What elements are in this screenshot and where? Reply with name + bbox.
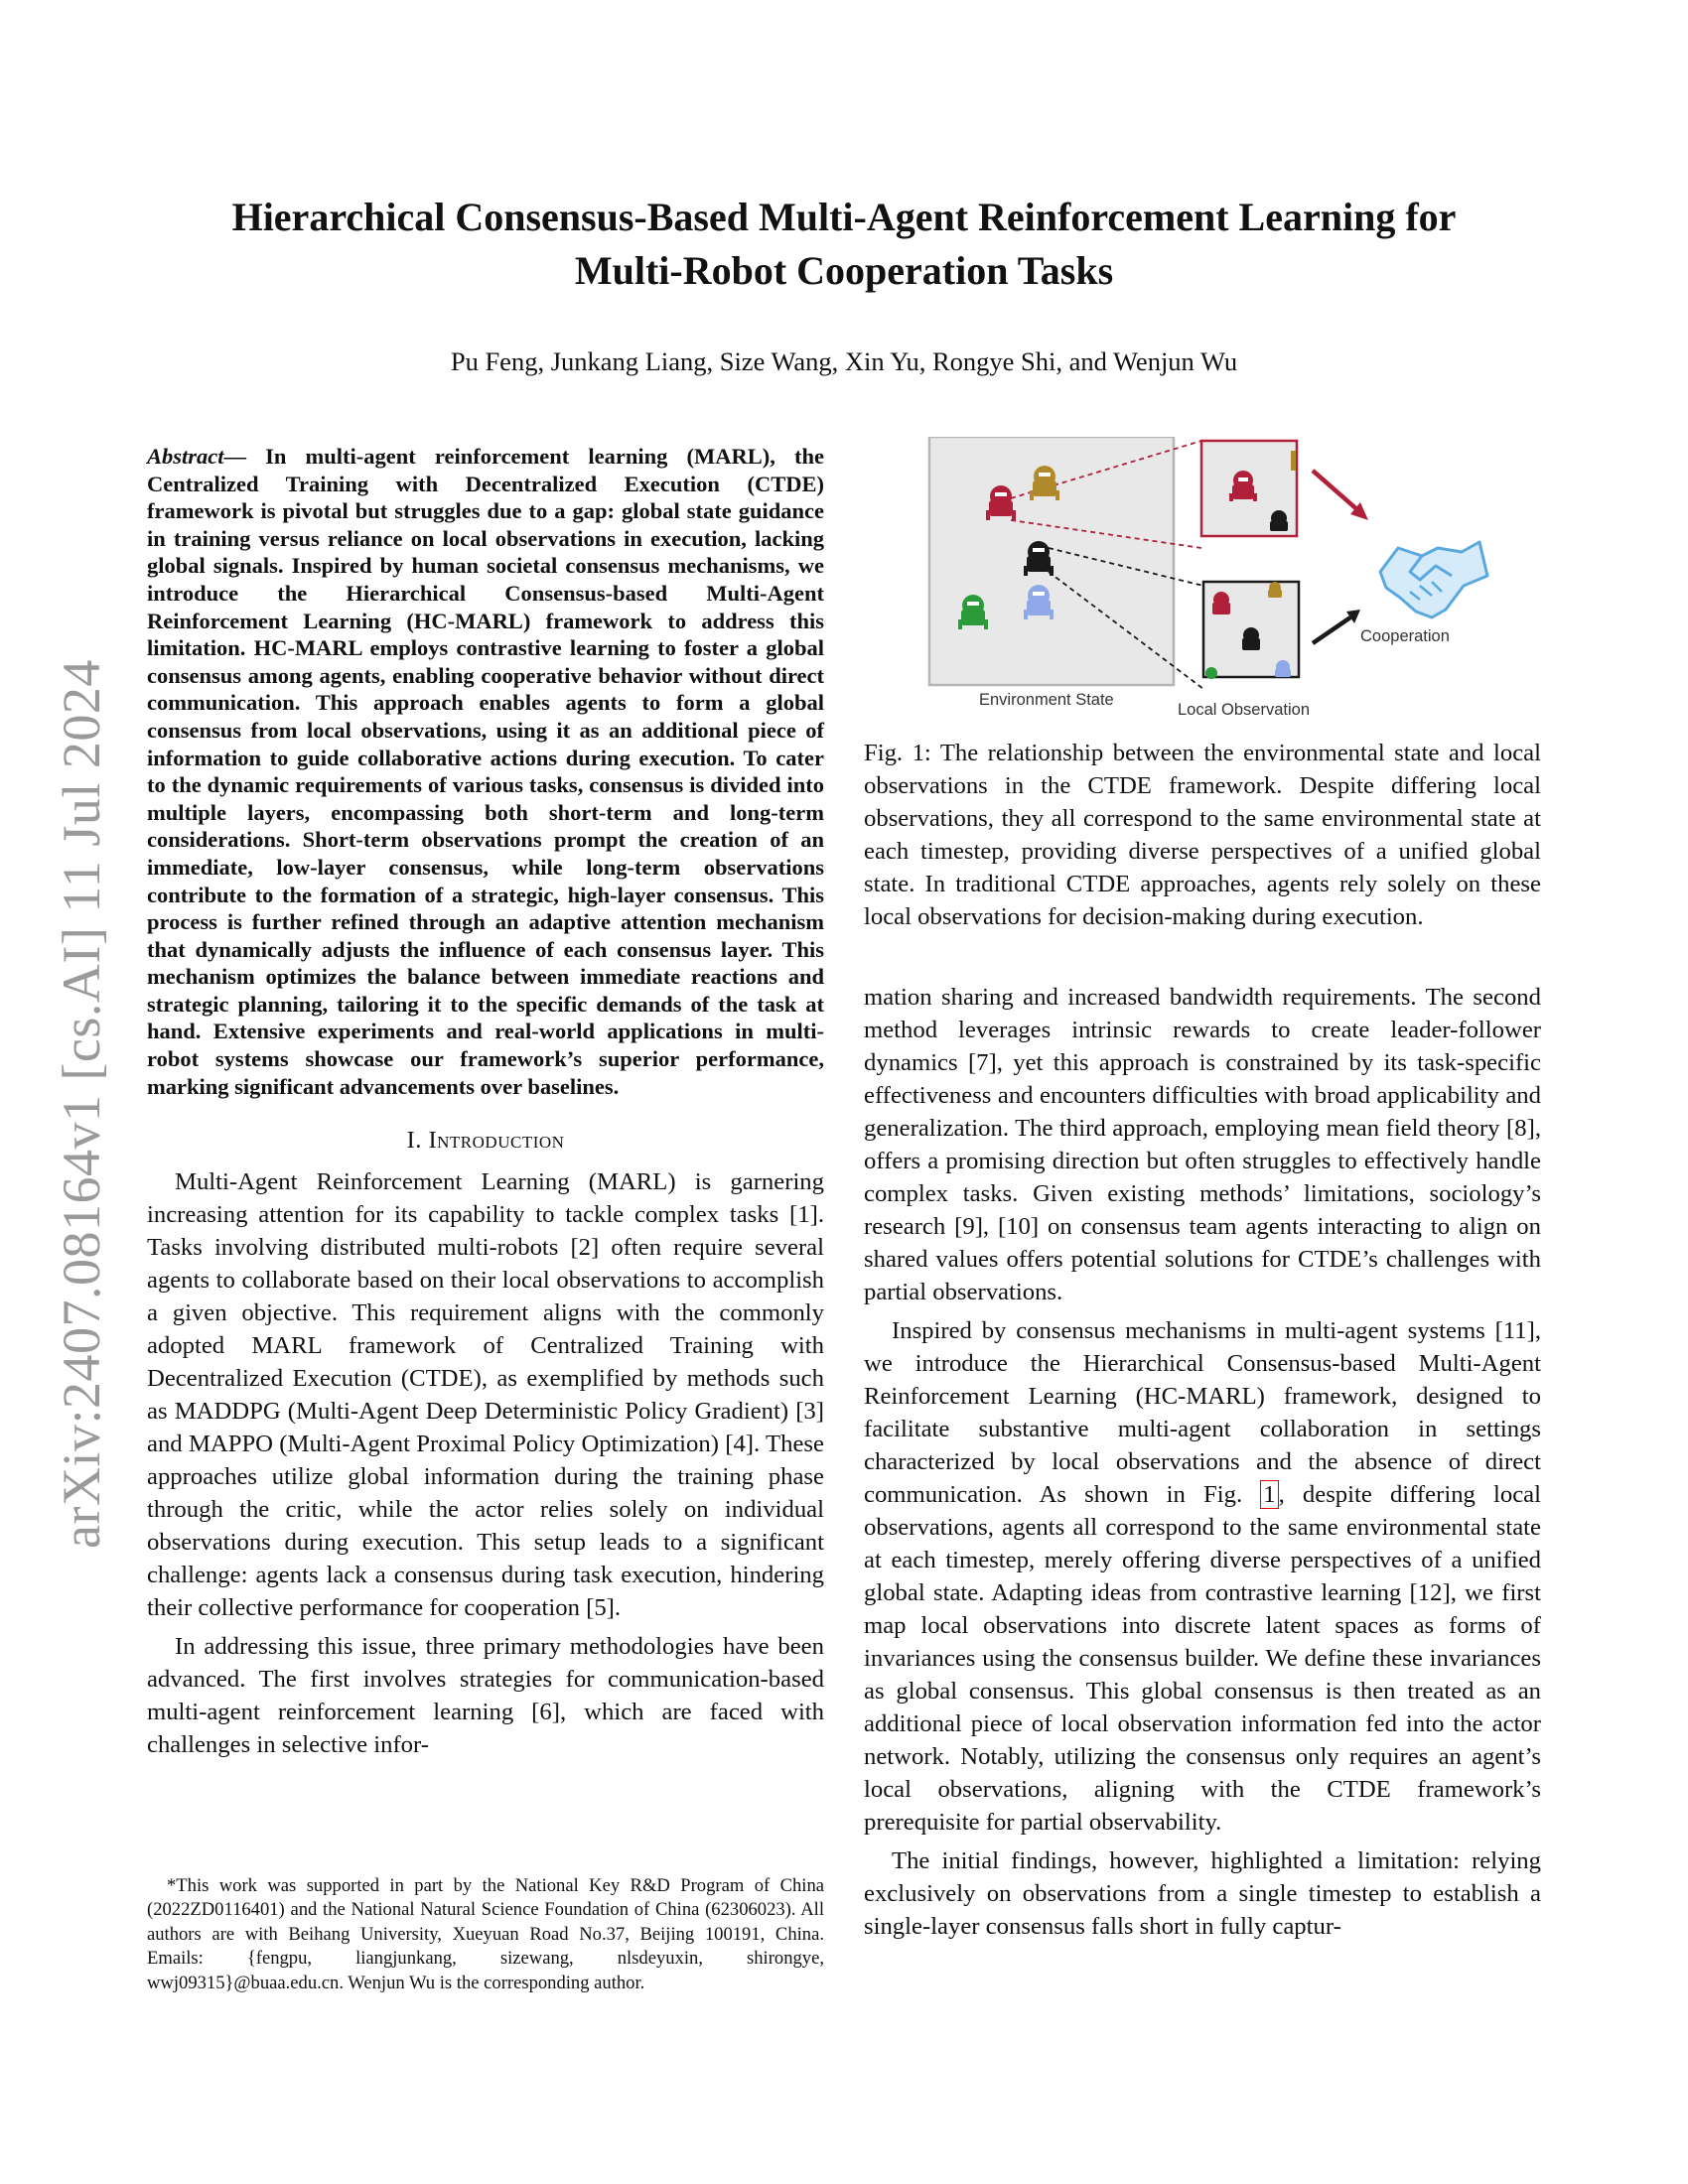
robot-gold-partial-icon [1291,451,1296,471]
paper-title [99,191,1589,298]
arrow-red-icon [1313,471,1368,520]
arxiv-stamp-wrapper [52,606,111,1549]
author-list: Pu Feng, Junkang Liang, Size Wang, Xin Yu, Rongye Shi, and Wenjun Wu [450,346,1238,376]
footnote [147,1874,824,1995]
arrow-black-icon [1313,610,1360,643]
intro-paragraph-2: In addressing this issue, three primary methodologies have been advanced. The first involves strategies for communication-based multi-agent reinforcement learning [6], which are faced with challenges in selective infor- [147,1633,824,1759]
paper-title-line-1: Hierarchical Consensus-Based Multi-Agent Reinforcement Learning for [231,195,1457,239]
section-heading-introduction [147,1126,824,1156]
robot-red-icon [1212,592,1230,614]
intro-paragraph-3-part-b: , despite differing local observations, agents all correspond to the same environmental state at each timestep, merely offering diverse perspectives of a unified global state. Adapting ideas from contrastive learning [12], we first map local observations into discrete latent spaces as forms of invariances using the consensus builder. We define these invariances as global consensus. This global consensus is then treated as an additional piece of local observation information fed into the actor network. Notably, utilizing the consensus only requires an agent’s local observations, aligning with the CTDE framework’s prerequisite for partial observability. [864,1481,1541,1836]
robot-green-icon [1205,667,1217,679]
section-heading-text: I. Introduction [406,1127,565,1155]
right-column [864,981,1541,1943]
figure-1 [864,437,1541,727]
robot-black-icon [1242,627,1260,650]
abstract-text: In multi-agent reinforcement learning (MARL), the Centralized Training with Decentralized Execution (CTDE) framework is pivotal but struggles due to a gap: global state guidance in training versus reliance on local observations in execution, lacking global signals. Inspired by human societal consensus mechanisms, we introduce the Hierarchical Consensus-based Multi-Agent Reinforcement Learning (HC-MARL) framework to address this limitation. HC-MARL employs contrastive learning to foster a global consensus among agents, enabling cooperative behavior without direct communication. This approach enables agents to form a global consensus from local observations, using it as an additional piece of information to guide collaborative actions during execution. To cater to the dynamic requirements of various tasks, consensus is divided into multiple layers, encompassing both short-term and long-term considerations. Short-term observations prompt the creation of an immediate, low-layer consensus, while long-term observations contribute to the formation of a strategic, high-layer consensus. This process is further refined through an adaptive attention mechanism that dynamically adjusts the influence of each consensus layer. This mechanism optimizes the balance between immediate reactions and strategic planning, tailoring it to the specific demands of the task at hand. Extensive experiments and real-world applications in multi-robot systems showcase our framework’s superior performance, marking significant advancements over baselines. [147,444,825,1099]
intro-paragraph-1: Multi-Agent Reinforcement Learning (MARL) is garnering increasing attention for its capability to tackle complex tasks [1]. Tasks involving distributed multi-robots [2] often require several agents to collaborate based on their local observations to accomplish a given objective. This requirement aligns with the commonly adopted MARL framework of Centralized Training with Decentralized Execution (CTDE), as exemplified by methods such as MADDPG (Multi-Agent Deep Deterministic Policy Gradient) [3] and MAPPO (Multi-Agent Proximal Policy Optimization) [4]. These approaches utilize global information during the training phase through the critic, while the actor relies solely on individual observations during execution. This setup leads to a significant challenge: agents lack a consensus during task execution, hindering their collective performance for cooperation [5]. [147,1168,824,1622]
figure-1-diagram [864,437,1541,727]
abstract-dash: — [223,444,266,469]
intro-paragraph-3-part-a: Inspired by consensus mechanisms in multi-agent systems [11], we introduce the Hierarchical Consensus-based Multi-Agent Reinforcement Learning (HC-MARL) framework, designed to facilitate substantive multi-agent collaboration in settings characterized by local observations and the absence of direct communication. As shown in Fig. [864,1317,1541,1508]
environment-state-label: Environment State [979,691,1114,709]
local-observation-label: Local Observation [1178,701,1310,719]
arxiv-stamp: arXiv:2407.08164v1 [cs.AI] 11 Jul 2024 [52,659,111,1549]
handshake-icon [1380,542,1487,617]
robot-black-icon [1270,510,1288,531]
left-column [147,443,824,1761]
paper-title-line-2: Multi-Robot Cooperation Tasks [574,248,1114,293]
abstract-lead: Abstract [147,444,224,469]
intro-paragraph-4: The initial findings, however, highlighted a limitation: relying exclusively on observations from a single timestep to establish a single-layer consensus falls short in fully captur- [864,1847,1541,1940]
cooperation-label: Cooperation [1360,627,1450,645]
figure-1-caption: Fig. 1: The relationship between the environmental state and local observations in the CTDE framework. Despite differing local observations, they all correspond to the same environmental state at each timestep, providing diverse perspectives of a unified global state. In traditional CTDE approaches, agents rely solely on these local observations for decision-making during execution. [864,740,1541,930]
intro-paragraph-3 [864,1314,1541,1839]
figure-1-reference-link[interactable]: 1 [1260,1480,1278,1509]
abstract [147,443,824,1100]
footnote-text: *This work was supported in part by the National Key R&D Program of China (2022ZD0116401) and the National Natural Science Foundation of China (62306023). All authors are with Beihang University, Xueyuan Road No.37, Beijing 100191, China. Emails: {fengpu, liangjunkang, sizewang, nlsdeyuxin, shirongye, wwj09315}@buaa.edu.cn. Wenjun Wu is the corresponding author. [147,1875,824,1993]
intro-paragraph-2-continued: mation sharing and increased bandwidth requirements. The second method leverages intrinsic rewards to create leader-follower dynamics [7], yet this approach is constrained by its task-specific effectiveness and encounters difficulties with broad applicability and generalization. The third approach, employing mean field theory [8], offers a promising direction but often struggles to effectively handle complex tasks. Given existing methods’ limitations, sociology’s research [9], [10] on consensus team agents interacting to align on shared values offers potential solutions for CTDE’s challenges with partial observations. [864,984,1541,1305]
